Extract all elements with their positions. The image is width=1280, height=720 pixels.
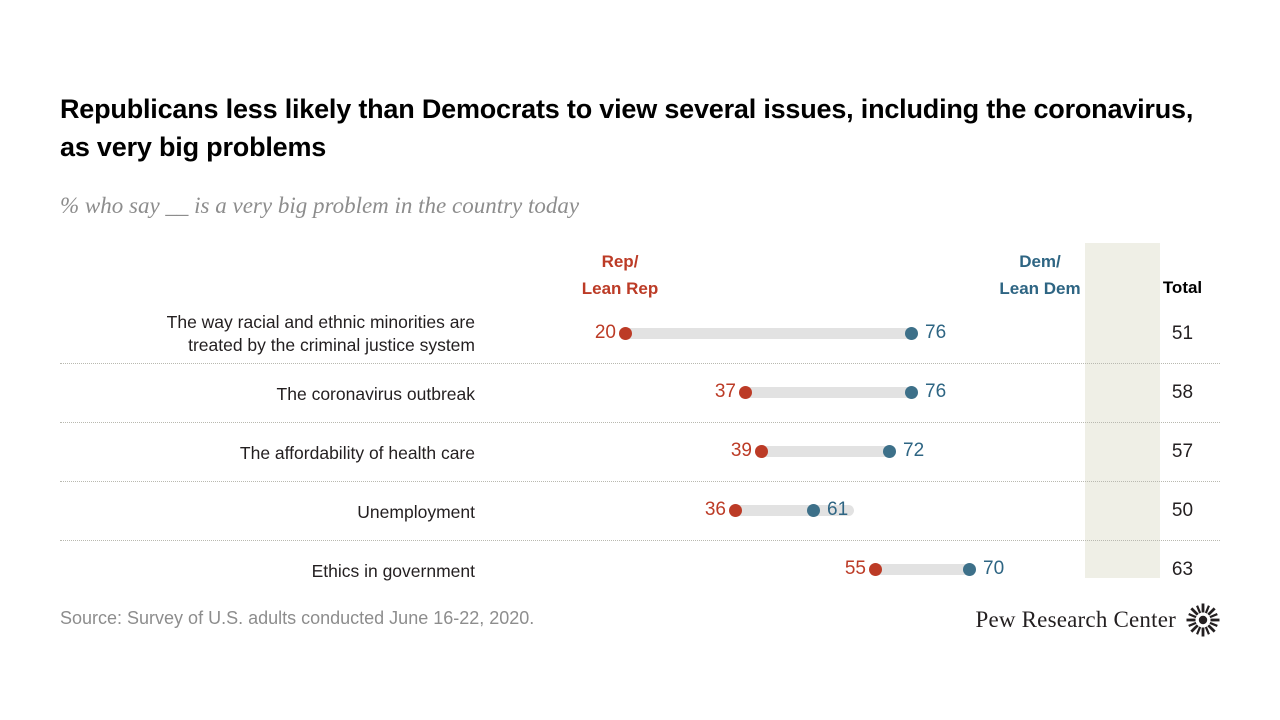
legend-democrat-line1: Dem/ bbox=[1019, 252, 1061, 271]
row-label-line1: The way racial and ethnic minorities are bbox=[166, 312, 475, 332]
marker-democrat bbox=[807, 504, 820, 517]
row-label bbox=[60, 560, 475, 583]
value-democrat: 76 bbox=[925, 322, 947, 343]
marker-democrat bbox=[905, 386, 918, 399]
marker-democrat bbox=[963, 563, 976, 576]
value-republican: 36 bbox=[704, 499, 726, 520]
value-total: 58 bbox=[1171, 382, 1194, 403]
connector-bar bbox=[758, 446, 890, 457]
marker-democrat bbox=[905, 327, 918, 340]
row-label-line1: Ethics in government bbox=[311, 561, 475, 581]
chart-subtitle: % who say __ is a very big problem in the country today bbox=[60, 193, 580, 218]
table-row bbox=[60, 305, 1220, 364]
value-democrat: 76 bbox=[925, 381, 947, 402]
row-plot bbox=[500, 482, 1194, 540]
chart-rows bbox=[60, 305, 1220, 599]
legend-democrat-line2: Lean Dem bbox=[999, 279, 1081, 299]
value-republican: 37 bbox=[714, 381, 736, 402]
row-plot bbox=[500, 305, 1194, 363]
connector-bar bbox=[742, 387, 912, 398]
row-label-line2: treated by the criminal justice system bbox=[188, 335, 475, 356]
legend-republican-line2: Lean Rep bbox=[581, 279, 659, 299]
row-label-line1: The affordability of health care bbox=[239, 443, 475, 463]
row-label-line1: Unemployment bbox=[357, 502, 475, 522]
legend-republican-line1: Rep/ bbox=[601, 252, 639, 271]
table-row bbox=[60, 423, 1220, 482]
marker-republican bbox=[729, 504, 742, 517]
row-plot bbox=[500, 423, 1194, 481]
brand-name: Pew Research Center bbox=[975, 607, 1176, 632]
pew-starburst-icon bbox=[1186, 603, 1220, 637]
value-total: 57 bbox=[1171, 441, 1194, 462]
dumbbell-chart bbox=[60, 243, 1220, 599]
marker-republican bbox=[755, 445, 768, 458]
row-label-line1: The coronavirus outbreak bbox=[276, 384, 475, 404]
value-democrat: 70 bbox=[983, 558, 1005, 579]
marker-republican bbox=[739, 386, 752, 399]
row-plot bbox=[500, 364, 1194, 422]
page-title: Republicans less likely than Democrats to view several issues, including the coronavirus, as very big problems bbox=[60, 94, 1194, 163]
marker-republican bbox=[619, 327, 632, 340]
marker-democrat bbox=[883, 445, 896, 458]
row-label bbox=[60, 383, 475, 406]
row-label bbox=[60, 501, 475, 524]
connector-bar bbox=[872, 564, 970, 575]
value-total: 63 bbox=[1171, 559, 1194, 580]
table-row bbox=[60, 541, 1220, 599]
marker-republican bbox=[869, 563, 882, 576]
legend-republican bbox=[540, 248, 700, 302]
legend-democrat bbox=[960, 248, 1120, 302]
connector-bar bbox=[622, 328, 912, 339]
table-row bbox=[60, 482, 1220, 541]
chart-legend bbox=[60, 243, 1220, 305]
value-republican: 39 bbox=[730, 440, 752, 461]
value-democrat: 72 bbox=[903, 440, 925, 461]
value-total: 50 bbox=[1171, 500, 1194, 521]
value-total: 51 bbox=[1171, 323, 1194, 344]
row-plot bbox=[500, 541, 1194, 599]
column-header-total: Total bbox=[1162, 278, 1203, 297]
brand-footer bbox=[975, 603, 1220, 637]
row-label bbox=[60, 442, 475, 465]
table-row bbox=[60, 364, 1220, 423]
value-republican: 20 bbox=[594, 322, 616, 343]
value-republican: 55 bbox=[844, 558, 866, 579]
row-label bbox=[60, 311, 475, 357]
source-note: Source: Survey of U.S. adults conducted June 16-22, 2020. bbox=[60, 608, 535, 628]
value-democrat: 61 bbox=[827, 499, 849, 520]
